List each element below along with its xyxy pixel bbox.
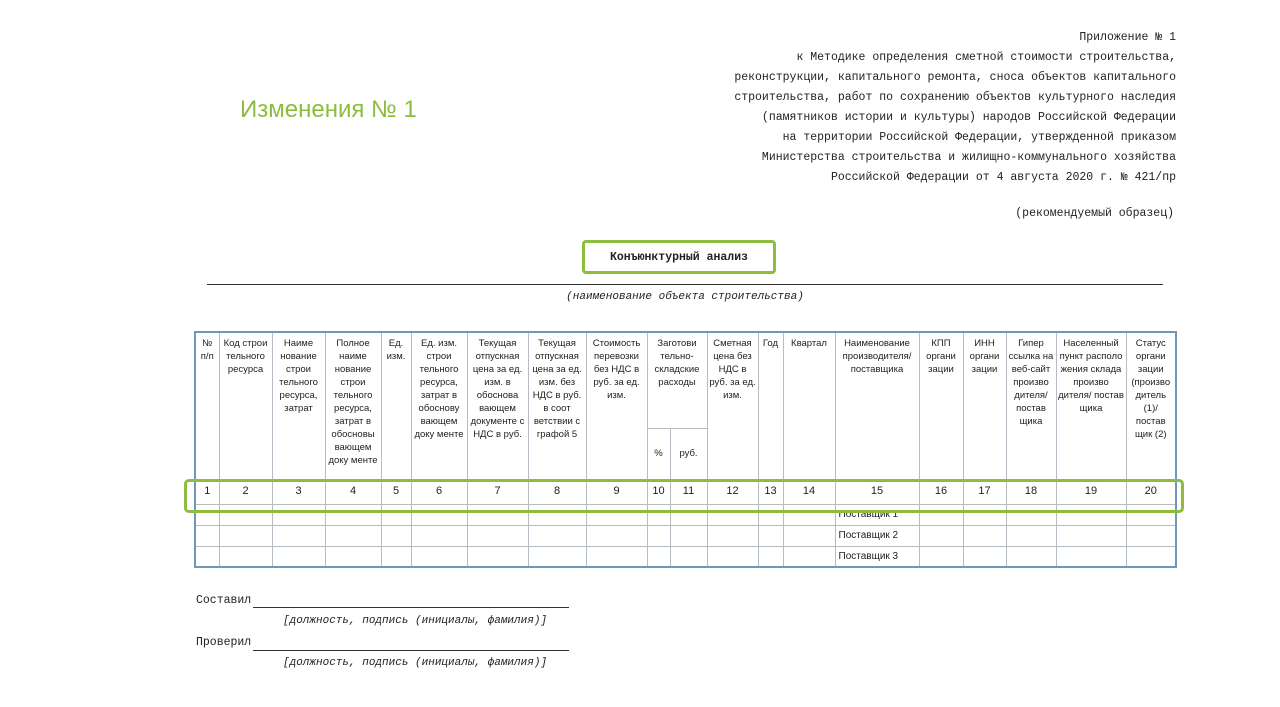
document-title: Конъюнктурный анализ xyxy=(609,250,749,264)
table-row xyxy=(195,525,1176,546)
header-cell: Текущая отпускная цена за ед. изм. в обоснова вающем документе с НДС в руб. xyxy=(467,332,528,479)
appendix-header xyxy=(616,28,1176,188)
header-cell: Сметная цена без НДС в руб. за ед. изм. xyxy=(707,332,758,479)
appendix-line: Российской Федерации от 4 августа 2020 г. № 421/пр xyxy=(830,171,1176,184)
column-number: 3 xyxy=(272,479,325,504)
column-number: 4 xyxy=(325,479,381,504)
column-number: 19 xyxy=(1056,479,1126,504)
object-name-caption: (наименование объекта строительства) xyxy=(566,291,804,303)
column-number: 20 xyxy=(1126,479,1176,504)
appendix-line: Приложение № 1 xyxy=(1079,31,1176,44)
header-cell: Текущая отпускная цена за ед. изм. без НДС в руб. в соот ветствии с графой 5 xyxy=(528,332,586,479)
column-number: 13 xyxy=(758,479,783,504)
column-number-row xyxy=(195,479,1176,504)
column-number: 6 xyxy=(411,479,467,504)
column-number: 7 xyxy=(467,479,528,504)
checked-by-label: Проверил xyxy=(196,636,252,649)
header-cell: Заготови тельно-складские расходы xyxy=(647,332,707,428)
column-number: 14 xyxy=(783,479,835,504)
checked-by-caption: [должность, подпись (инициалы, фамилия)] xyxy=(283,657,548,669)
header-cell: № п/п xyxy=(195,332,219,479)
header-cell: Ед. изм. строи тельного ресурса, затрат в обоснову вающем доку менте xyxy=(411,332,467,479)
header-cell: Год xyxy=(758,332,783,479)
appendix-line: Министерства строительства и жилищно-коммунального хозяйства xyxy=(761,151,1176,164)
header-cell: Квартал xyxy=(783,332,835,479)
slide-title: Изменения № 1 xyxy=(240,96,417,123)
column-number: 8 xyxy=(528,479,586,504)
appendix-line: на территории Российской Федерации, утвержденной приказом xyxy=(782,131,1176,144)
checked-by-line xyxy=(253,650,569,651)
table-row xyxy=(195,546,1176,567)
header-cell: Наименование производителя/ поставщика xyxy=(835,332,919,479)
compiled-by-caption: [должность, подпись (инициалы, фамилия)] xyxy=(283,615,548,627)
subheader-cell: руб. xyxy=(670,428,707,479)
table-row xyxy=(195,504,1176,525)
column-number: 9 xyxy=(586,479,647,504)
appendix-line: строительства, работ по сохранению объектов культурного наследия xyxy=(734,91,1176,104)
supplier-label: Поставщик 3 xyxy=(835,546,919,567)
header-cell: ИНН органи зации xyxy=(963,332,1006,479)
column-number: 10 xyxy=(647,479,670,504)
header-cell: Гипер ссылка на веб-сайт произво дителя/ постав щика xyxy=(1006,332,1056,479)
column-number: 18 xyxy=(1006,479,1056,504)
compiled-by-label: Составил xyxy=(196,594,252,607)
header-cell: КПП органи зации xyxy=(919,332,963,479)
subheader-cell: % xyxy=(647,428,670,479)
appendix-line: к Методике определения сметной стоимости строительства, xyxy=(796,51,1176,64)
header-cell: Статус органи зации (произво дитель (1)/ постав щик (2) xyxy=(1126,332,1176,479)
column-number: 2 xyxy=(219,479,272,504)
column-number: 12 xyxy=(707,479,758,504)
column-number: 11 xyxy=(670,479,707,504)
supplier-label: Поставщик 2 xyxy=(835,525,919,546)
appendix-line: (памятников истории и культуры) народов Российской Федерации xyxy=(761,111,1176,124)
supplier-label: Поставщик 1 xyxy=(835,504,919,525)
column-number: 16 xyxy=(919,479,963,504)
column-number: 5 xyxy=(381,479,411,504)
header-cell: Код строи тельного ресурса xyxy=(219,332,272,479)
market-analysis-table xyxy=(194,331,1177,568)
header-cell: Наиме нование строи тельного ресурса, затрат xyxy=(272,332,325,479)
appendix-line: реконструкции, капитального ремонта, сноса объектов капитального xyxy=(734,71,1176,84)
header-cell: Ед. изм. xyxy=(381,332,411,479)
document-title-highlight xyxy=(582,240,776,274)
column-number: 17 xyxy=(963,479,1006,504)
column-number: 1 xyxy=(195,479,219,504)
sample-note: (рекомендуемый образец) xyxy=(1015,207,1174,220)
header-cell: Полное наиме нование строи тельного ресурса, затрат в обосновы вающем доку менте xyxy=(325,332,381,479)
column-number: 15 xyxy=(835,479,919,504)
compiled-by-line xyxy=(253,607,569,608)
object-name-line xyxy=(207,284,1163,285)
header-cell: Населенный пункт располо жения склада произво дителя/ постав щика xyxy=(1056,332,1126,479)
header-cell: Стоимость перевозки без НДС в руб. за ед. изм. xyxy=(586,332,647,479)
